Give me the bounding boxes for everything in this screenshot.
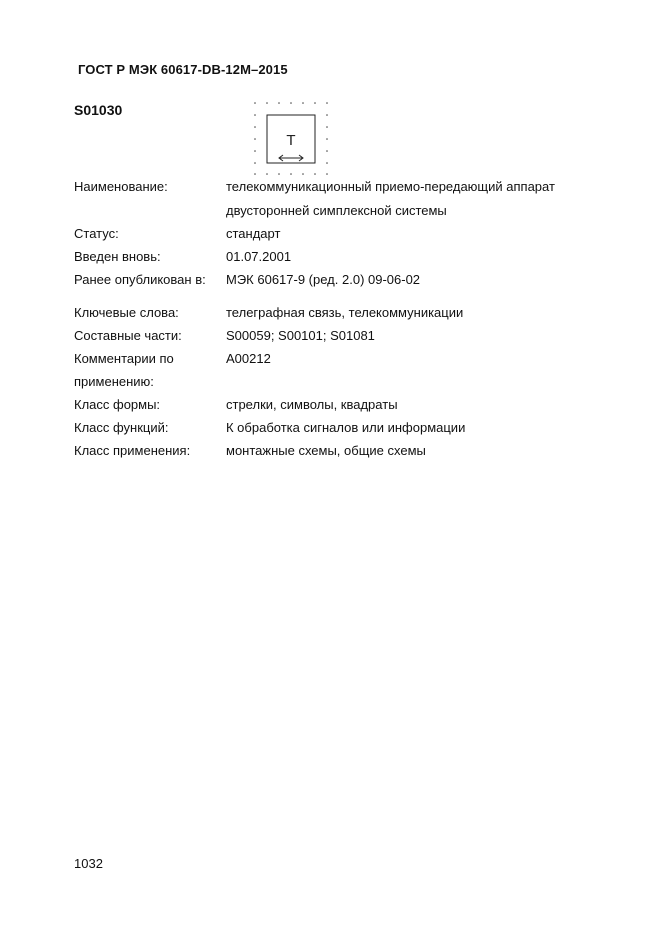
form-class-value: стрелки, символы, квадраты xyxy=(226,397,398,412)
introduced-label: Введен вновь: xyxy=(74,249,161,264)
page-number: 1032 xyxy=(74,856,103,871)
status-value: стандарт xyxy=(226,226,281,241)
comments-label-line1: Комментарии по xyxy=(74,351,174,366)
symbol-drawing xyxy=(252,100,334,178)
transceiver-symbol-icon xyxy=(252,100,334,178)
introduced-value: 01.07.2001 xyxy=(226,249,292,264)
name-row xyxy=(74,176,614,198)
comments-row-continued xyxy=(74,371,614,393)
name-label: Наименование: xyxy=(74,179,168,194)
published-value: МЭК 60617-9 (ред. 2.0) 09-06-02 xyxy=(226,272,421,287)
parts-value: S00059; S00101; S01081 xyxy=(226,328,375,343)
status-row xyxy=(74,223,614,245)
name-value-line2: двусторонней симплексной системы xyxy=(226,203,447,218)
name-row-continued xyxy=(74,200,614,222)
double-arrow-icon xyxy=(279,155,303,161)
function-class-row xyxy=(74,417,614,439)
comments-label-line2: применению: xyxy=(74,374,154,389)
application-class-value: монтажные схемы, общие схемы xyxy=(226,443,426,458)
parts-label: Составные части: xyxy=(74,328,182,343)
symbol-code: S01030 xyxy=(74,102,123,118)
comments-value: A00212 xyxy=(226,351,271,366)
application-class-label: Класс применения: xyxy=(74,443,191,458)
parts-row xyxy=(74,325,614,347)
form-class-label: Класс формы: xyxy=(74,397,161,412)
application-class-row xyxy=(74,440,614,462)
published-row xyxy=(74,269,614,291)
comments-row xyxy=(74,348,614,370)
function-class-value: К обработка сигналов или информации xyxy=(226,420,466,435)
document-header: ГОСТ Р МЭК 60617-DB-12M–2015 xyxy=(78,62,288,77)
introduced-row xyxy=(74,246,614,268)
function-class-label: Класс функций: xyxy=(74,420,169,435)
published-label: Ранее опубликован в: xyxy=(74,272,206,287)
symbol-letter: T xyxy=(286,132,296,149)
form-class-row xyxy=(74,394,614,416)
name-value-line1: телекоммуникационный приемо-передающий аппарат xyxy=(226,179,555,194)
keywords-value: телеграфная связь, телекоммуникации xyxy=(226,305,464,320)
keywords-row xyxy=(74,302,614,324)
keywords-label: Ключевые слова: xyxy=(74,305,179,320)
status-label: Статус: xyxy=(74,226,119,241)
